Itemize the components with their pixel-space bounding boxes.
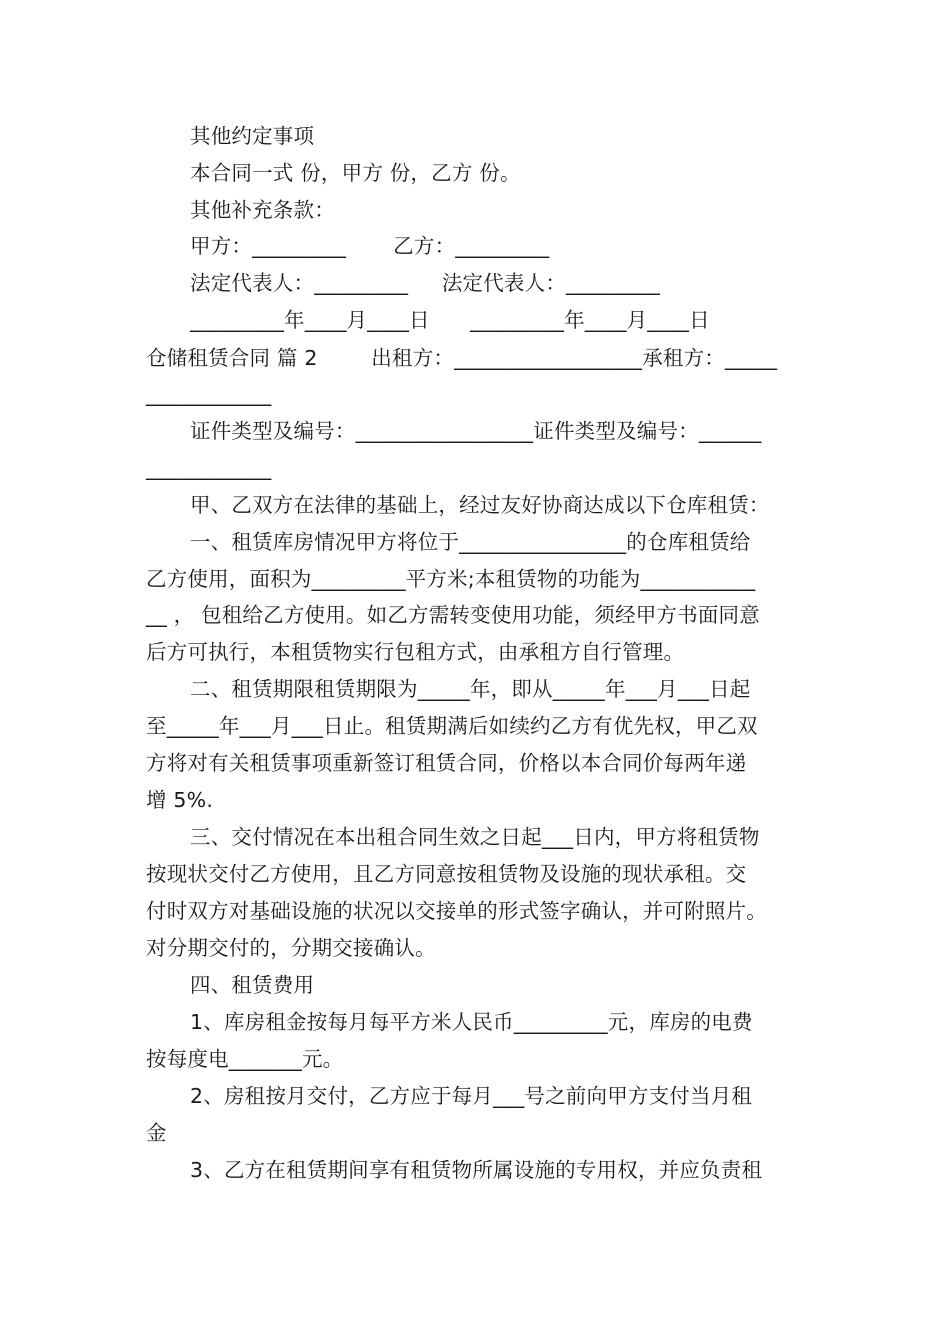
section-heading: 仓储租赁合同 篇 2 出租方：__________________承租方：_____ (146, 346, 778, 370)
paragraph-line: 1、库房租金按每月每平方米人民币_________元，库房的电费 (190, 1010, 753, 1034)
text-line: 本合同一式 份，甲方 份，乙方 份。 (190, 161, 521, 185)
paragraph-line: 甲、乙双方在法律的基础上，经过友好协商达成以下仓库租赁： (190, 493, 770, 517)
paragraph-line: 按每度电_______元。 (146, 1047, 344, 1071)
paragraph-line: 增 5%. (146, 788, 214, 812)
date-line: _________年____月____日 _________年____月____日 (190, 308, 710, 332)
paragraph-line: 金 (146, 1121, 167, 1145)
paragraph-line: __ ， 包租给乙方使用。如乙方需转变使用功能，须经甲方书面同意 (146, 603, 760, 627)
paragraph-line: 付时双方对基础设施的状况以交接单的形式签字确认，并可附照片。 (146, 899, 767, 923)
paragraph-line: 三、交付情况在本出租合同生效之日起___日内，甲方将租赁物 (190, 825, 760, 849)
signature-line: 法定代表人：_________ 法定代表人：_________ (190, 271, 661, 295)
paragraph-line: 一、租赁库房情况甲方将位于________________的仓库租赁给 (190, 530, 751, 554)
paragraph-line: 后方可执行，本租赁物实行包租方式，由承租方自行管理。 (146, 640, 685, 664)
text-line: 其他补充条款： (190, 198, 335, 222)
paragraph-line: 乙方使用，面积为_________平方米;本租赁物的功能为___________ (146, 567, 756, 591)
signature-line: 甲方：_________ 乙方：_________ (190, 234, 550, 258)
section-heading: 四、租赁费用 (190, 973, 315, 997)
text-line: 其他约定事项 (190, 124, 315, 148)
paragraph-line: 二、租赁期限租赁期限为_____年，即从_____年___月___日起 (190, 677, 751, 701)
paragraph-line: 方将对有关租赁事项重新签订租赁合同，价格以本合同价每两年递 (146, 751, 747, 775)
paragraph-line: 2、房租按月交付，乙方应于每月___号之前向甲方支付当月租 (190, 1084, 753, 1108)
text-line: ____________ (146, 456, 272, 480)
text-line: 证件类型及编号：_________________证件类型及编号：______ (190, 419, 762, 443)
paragraph-line: 按现状交付乙方使用，且乙方同意按租赁物及设施的现状承租。交 (146, 862, 747, 886)
paragraph-line: 至_____年___月___日止。租赁期满后如续约乙方有优先权，甲乙双 (146, 714, 758, 738)
paragraph-line: 3、乙方在租赁期间享有租赁物所属设施的专用权，并应负责租 (190, 1158, 763, 1182)
text-line: ____________ (146, 382, 272, 406)
paragraph-line: 对分期交付的，分期交接确认。 (146, 936, 436, 960)
